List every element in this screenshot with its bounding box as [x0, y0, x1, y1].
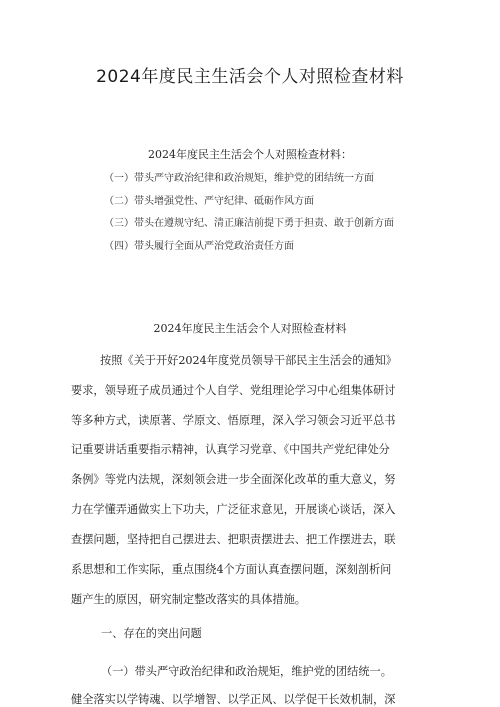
body-line: 要求，领导班子成员通过个人自学、党组理论学习中心组集体研讨: [71, 384, 396, 397]
body-line: 记重要讲话重要指示精神，认真学习党章、《中国共产党纪律处分: [71, 443, 390, 456]
toc-item: （二）带头增强党性、严守纪律、砥砺作风方面: [104, 195, 314, 207]
body-line: 条例》等党内法规，深刻领会进一步全面深化改革的重大意义，努: [71, 473, 396, 486]
body-line: 系思想和工作实际，重点围绕4个方面认真查摆问题，深刻剖析问: [71, 563, 392, 576]
heading-level-1: 一、存在的突出问题: [101, 627, 202, 640]
body-line: 力在学懂弄通做实上下功夫，广泛征求意见，开展谈心谈话，深入: [71, 503, 396, 516]
body-line: 等多种方式，读原著、学原文、悟原理，深入学习领会习近平总书: [71, 414, 396, 427]
body-line: 题产生的原因，研究制定整改落实的具体措施。: [71, 593, 306, 606]
toc-item: （三）带头在遵规守纪、清正廉洁前提下勇于担责、敢于创新方面: [104, 218, 394, 229]
document-title: 2024年度民主生活会个人对照检查材料: [96, 67, 404, 87]
body-line: 按照《关于开好2024年度党员领导干部民主生活会的通知》: [100, 354, 397, 367]
body-line: （一）带头严守政治纪律和政治规矩，维护党的团结统一。: [101, 665, 392, 678]
toc-item: （一）带头严守政治纪律和政治规矩，维护党的团结统一方面: [104, 173, 374, 184]
body-line: 查摆问题，坚持把自己摆进去、把职责摆进去、把工作摆进去，联: [71, 533, 396, 546]
section-title: 2024年度民主生活会个人对照检查材料: [153, 322, 347, 335]
toc-item: （四）带头履行全面从严治党政治责任方面: [104, 240, 294, 252]
body-line: 健全落实以学铸魂、以学增智、以学正风、以学促干长效机制，深: [71, 693, 396, 706]
toc-list: [104, 168, 394, 258]
toc-heading: 2024年度民主生活会个人对照检查材料：: [148, 148, 352, 161]
